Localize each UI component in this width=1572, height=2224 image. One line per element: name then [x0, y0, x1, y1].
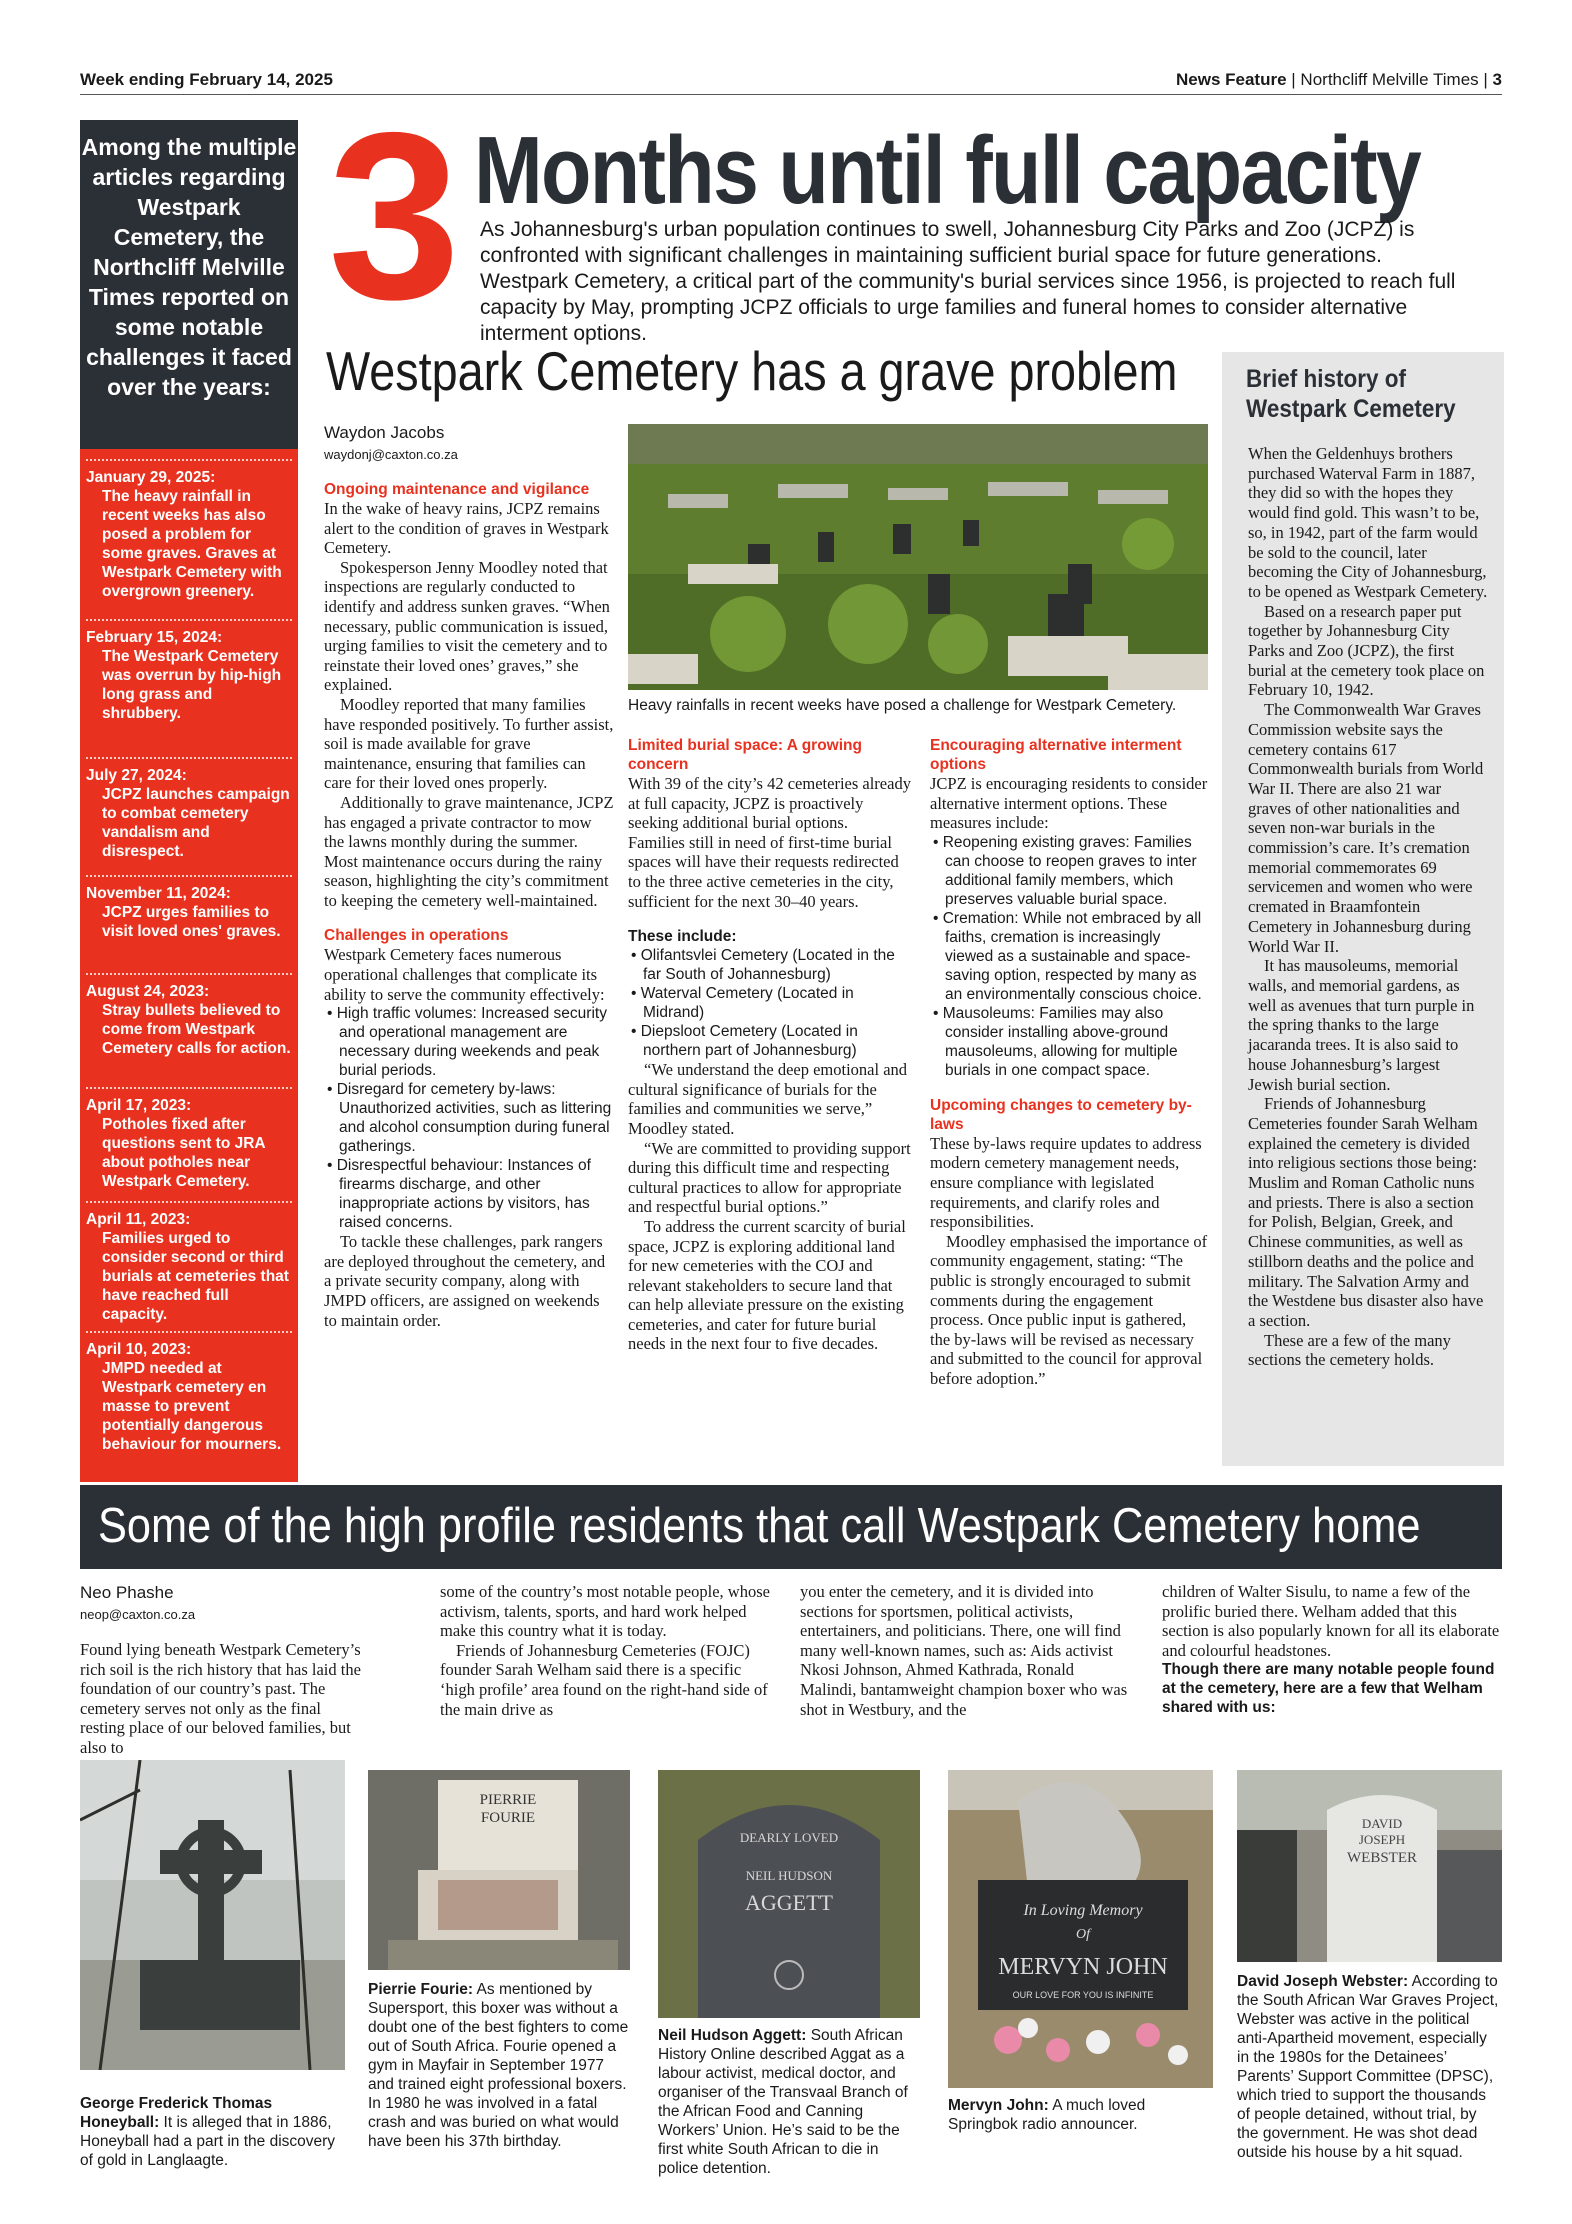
timeline-date: January 29, 2025:: [86, 469, 216, 486]
person-text: As mentioned by Supersport, this boxer was without a doubt one of the best fighters to come out of South Africa. Fourie opened a gym in Mayfair in September 1977 and trained eight professional boxers. In 1980 he was involved in a fatal crash and was buried on what would have been his 37th birthday.: [368, 1981, 629, 2150]
subheading: Upcoming changes to cemetery by-laws: [930, 1096, 1192, 1133]
intro-paragraph: As Johannesburg's urban population continues to swell, Johannesburg City Parks and Zoo (JCPZ) is confronted with significant challenges in maintaining sufficient burial space for future generations.: [480, 218, 1415, 267]
paragraph: Additionally to grave maintenance, JCPZ has engaged a private contractor to mow the lawns monthly during the summer. Most maintenance occurs during the rainy season, highlighting the city’s commitment to keeping the cemetery well-maintained.: [324, 792, 614, 910]
timeline-item: [86, 1331, 292, 1454]
paragraph: Moodley emphasised the importance of community engagement, stating: “The public is strongly encouraged to submit comments during the engagement process. Once public input is gathered, the by-laws will be revised as necessary and submitted to the council for approval before adoption.”: [930, 1231, 1208, 1388]
paragraph: These are a few of the many sections the cemetery holds.: [1248, 1330, 1451, 1370]
feature-byline: [80, 1582, 380, 1626]
stone-text: PIERRIE: [479, 1792, 537, 1808]
timeline-text: JMPD needed at Westpark cemetery en masse to prevent potentially dangerous behaviour for mourners.: [102, 1360, 282, 1453]
overgrown-graves-image: [628, 424, 1208, 690]
article-title: Westpark Cemetery has a grave problem: [326, 340, 1178, 402]
timeline-text: The heavy rainfall in recent weeks has also posed a problem for some graves. Graves at Westpark Cemetery with overgrown greenery.: [102, 488, 282, 600]
timeline-item: [86, 757, 292, 861]
bullet: • Waterval Cemetery (Located in Midrand): [631, 985, 854, 1022]
timeline-text: Families urged to consider second or third burials at cemeteries that have reached full capacity.: [102, 1230, 289, 1323]
issue-date: Week ending February 14, 2025: [80, 70, 333, 89]
subheading: Challenges in operations: [324, 927, 509, 945]
author-email: neop@caxton.co.za: [80, 1607, 196, 1622]
paragraph: Westpark Cemetery faces numerous operational challenges that complicate its ability to serve the community effectively:: [324, 945, 605, 1004]
subheading: Encouraging alternative interment options: [930, 737, 1182, 773]
section-label: News Feature | Northcliff Melville Times | 3: [1176, 70, 1502, 89]
paper-name: Northcliff Melville Times: [1300, 70, 1479, 89]
author-name: Neo Phashe: [80, 1583, 174, 1602]
feature-column-4: [1162, 1582, 1502, 1717]
timeline-item: [86, 973, 292, 1058]
timeline-date: November 11, 2024:: [86, 885, 231, 902]
lead-intro: [480, 217, 1500, 347]
timeline-text: JCPZ launches campaign to combat cemetery vandalism and disrespect.: [102, 786, 290, 860]
stone-text: Of: [1076, 1927, 1090, 1942]
stone-text: JOSEPH: [1358, 1832, 1406, 1847]
fourie-grave-photo: [368, 1770, 630, 1970]
timeline-date: April 17, 2023:: [86, 1097, 192, 1114]
paragraph: In the wake of heavy rains, JCPZ remains alert to the condition of graves in Westpark Cemetery.: [324, 499, 609, 558]
fourie-caption: [368, 1980, 630, 2151]
sidebar-heading: Among the multiple articles regarding Westpark Cemetery, the Northcliff Melville Times reported on some notable challenges it faced over the years:: [80, 120, 298, 449]
person-text: It is alleged that in 1886, Honeyball had a part in the discovery of gold in Langlaagte.: [80, 2114, 336, 2169]
timeline-item: [86, 1087, 292, 1191]
bullet: • Olifantsvlei Cemetery (Located in the far South of Johannesburg): [631, 947, 895, 984]
person-name: Pierrie Fourie:: [368, 1981, 474, 1998]
person-name: Mervyn John:: [948, 2097, 1049, 2114]
subheading: Ongoing maintenance and vigilance: [324, 481, 590, 498]
mervyn-john-grave-photo: [948, 1770, 1213, 2088]
paragraph: Based on a research paper put together by Johannesburg City Parks and Zoo (JCPZ), the first burial at the cemetery took place on February 10, 1942.: [1248, 601, 1485, 700]
timeline-item: [86, 875, 292, 941]
celtic-cross-image: [80, 1760, 345, 2070]
webster-caption: [1237, 1972, 1502, 2162]
bullet: • Mausoleums: Families may also consider installing above-ground mausoleums, allowing for multiple burials in one compact space.: [933, 1004, 1178, 1079]
person-name: Neil Hudson Aggett:: [658, 2027, 807, 2044]
stone-text: In Loving Memory: [1023, 1902, 1143, 1919]
paragraph: The Commonwealth War Graves Commission website says the cemetery contains 617 Commonwealth burials from World War II. There are also 21 war graves of other nationalities and seven non-war burials in the commission’s care. It’s cremation memorial commemorates 69 servicemen and women who were cremated in Braamfontein Cemetery in Johannesburg during World War II.: [1248, 700, 1484, 956]
stone-text: MERVYN JOHN: [998, 1954, 1168, 1980]
timeline-text: The Westpark Cemetery was overrun by hip-high long grass and shrubbery.: [102, 648, 282, 722]
bullet: • Cremation: While not embraced by all faiths, cremation is increasingly viewed as a sustainable and space-saving option, respected by many as an environmentally conscious choice.: [933, 909, 1202, 1003]
timeline-date: April 10, 2023:: [86, 1341, 192, 1358]
paragraph: “We understand the deep emotional and cultural significance of burials for the families and communities we serve,” Moodley stated.: [628, 1060, 908, 1138]
paragraph: some of the country’s most notable people, whose activism, talents, sports, and hard work helped make this country what it is today.: [440, 1582, 770, 1641]
bullet: • Diepsloot Cemetery (Located in northern part of Johannesburg): [631, 1023, 858, 1060]
article-column-3: [930, 736, 1210, 1389]
paragraph: With 39 of the city’s 42 cemeteries already at full capacity, JCPZ is proactively seeking additional burial options.: [628, 774, 911, 833]
sidebar-timeline: [80, 449, 298, 1482]
timeline-date: August 24, 2023:: [86, 983, 210, 1000]
paragraph: Families still in need of first-time burial spaces will have their requests redirected to the three active cemeteries in the city, sufficient for the next 30–40 years.: [628, 832, 899, 911]
author-name: Waydon Jacobs: [324, 423, 445, 442]
timeline-text: JCPZ urges families to visit loved ones' graves.: [102, 904, 281, 940]
paragraph: Spokesperson Jenny Moodley noted that inspections are regularly conducted to identify and address sunken graves. “When necessary, public communication is issued, urging families to visit the cemetery and to reinstate their loved ones’ graves,” she explained.: [324, 557, 610, 695]
stone-text: NEIL HUDSON: [745, 1868, 833, 1883]
person-name: George Frederick Thomas Honeyball:: [80, 2095, 273, 2131]
stone-text: WEBSTER: [1347, 1850, 1417, 1866]
honeyball-grave-photo: [80, 1760, 345, 2070]
feature-column-2: [440, 1582, 770, 1719]
timeline-text: Potholes fixed after questions sent to JRA about potholes near Westpark Cemetery.: [102, 1116, 266, 1190]
history-title: Brief history of Westpark Cemetery: [1246, 365, 1456, 423]
page-number: 3: [1492, 70, 1502, 89]
person-text: South African History Online described Aggat as a labour activist, medical doctor, and organiser of the Transvaal Branch of the African Food and Canning Workers’ Union. He’s said to be the first white South African to die in police detention.: [658, 2027, 908, 2177]
stone-text: DAVID: [1361, 1816, 1403, 1831]
stone-text: OUR LOVE FOR YOU IS INFINITE: [1012, 1990, 1154, 2000]
feature-column-3: [800, 1582, 1130, 1719]
paragraph: To tackle these challenges, park rangers are deployed throughout the cemetery, and a private security company, along with JMPD officers, are assigned on weekends to maintain order.: [324, 1232, 606, 1330]
paragraph: Friends of Johannesburg Cemeteries founder Sarah Welham explained the cemetery is divided into religious sections those being: Muslim and Roman Catholic nuns and priests. There is also a section for Polish, Belgian, Greek, and Chinese communities, as well as stillborn deaths and the police and military. The Salvation Army and the Westdene bus disaster also have a section.: [1248, 1094, 1484, 1330]
intro-paragraph: Westpark Cemetery, a critical part of the community's burial services since 1956, is projected to reach full capacity by May, prompting JCPZ officials to urge families and funeral homes to consider alternative interment options.: [480, 270, 1456, 345]
mervyn-headstone-image: [948, 1770, 1213, 2088]
timeline-item: [86, 1201, 292, 1324]
mervyn-john-caption: [948, 2096, 1213, 2134]
aggett-grave-photo: [658, 1770, 920, 2018]
person-name: David Joseph Webster:: [1237, 1973, 1409, 1990]
paragraph: When the Geldenhuys brothers purchased Waterval Farm in 1887, they did so with the hopes they would find gold. This wasn’t to be, so, in 1942, part of the farm would be sold to the council, later becoming the City of Johannesburg, to be opened as Westpark Cemetery.: [1248, 444, 1488, 601]
paragraph: Friends of Johannesburg Cemeteries (FOJC) founder Sarah Welham said there is a specific ‘high profile’ area found on the right-hand side of the main drive as: [440, 1640, 768, 1719]
timeline-date: July 27, 2024:: [86, 767, 187, 784]
stone-text: FOURIE: [480, 1810, 536, 1826]
timeline-text: Stray bullets believed to come from Westpark Cemetery calls for action.: [102, 1002, 291, 1057]
page-header: [80, 66, 1502, 95]
paragraph: children of Walter Sisulu, to name a few of the prolific buried there. Welham added that this section is also popularly known for all its elaborate and colourful headstones.: [1162, 1582, 1500, 1660]
bullet: • Reopening existing graves: Families can choose to reopen graves to inter additional family members, which preserves valuable burial space.: [933, 833, 1197, 908]
subheading: These include:: [628, 928, 737, 946]
timeline-date: April 11, 2023:: [86, 1211, 191, 1228]
feature-banner-title: Some of the high profile residents that call Westpark Cemetery home: [98, 1499, 1421, 1553]
paragraph: “We are committed to providing support during this difficult time and respecting cultural practices to allow for appropriate and respectful burial options.”: [628, 1138, 911, 1217]
article-column-2: [628, 736, 913, 1354]
main-headline: Months until full capacity: [474, 117, 1421, 224]
photo-caption: Heavy rainfalls in recent weeks have posed a challenge for Westpark Cemetery.: [628, 697, 1177, 714]
article-byline: [324, 422, 614, 466]
aggett-caption: [658, 2026, 920, 2178]
article-column-1: [324, 480, 614, 1330]
big-number: 3: [328, 84, 457, 349]
paragraph: Found lying beneath Westpark Cemetery’s rich soil is the rich history that has laid the foundation of our country’s past. The cemetery serves not only as the final resting place of our beloved families, but also to: [80, 1640, 361, 1757]
section-name: News Feature: [1176, 70, 1287, 89]
bullet: • High traffic volumes: Increased security and operational management are necessary during weekends and peak burial periods.: [327, 1005, 607, 1080]
fourie-headstone-image: [368, 1770, 630, 1970]
cemetery-photo: [628, 424, 1208, 690]
paragraph: To address the current scarcity of burial space, JCPZ is exploring additional land for new cemeteries with the COJ and relevant stakeholders to secure land that can help alleviate pressure on the existing cemeteries, and cater for future burial needs in the next four to five decades.: [628, 1216, 906, 1354]
bullet: • Disregard for cemetery by-laws: Unauthorized activities, such as littering and alcohol consumption during funeral gatherings.: [327, 1081, 612, 1156]
person-text: A much loved Springbok radio announcer.: [948, 2097, 1146, 2133]
paragraph: Moodley reported that many families have responded positively. To further assist, soil is made available for grave maintenance, ensuring that families can care for their loved ones properly.: [324, 694, 614, 793]
feature-column-1: [80, 1640, 370, 1758]
honeyball-caption: [80, 2094, 345, 2170]
author-email: waydonj@caxton.co.za: [324, 447, 458, 462]
webster-headstone-image: [1237, 1770, 1502, 1962]
stone-text: DEARLY LOVED: [739, 1830, 839, 1845]
bullet: • Disrespectful behaviour: Instances of firearms discharge, and other inappropriate actions by visitors, has raised concerns.: [327, 1157, 591, 1232]
aggett-headstone-image: [658, 1770, 920, 2018]
stone-text: AGGETT: [745, 1890, 833, 1915]
timeline-item: [86, 459, 292, 601]
person-text: According to the South African War Graves Project, Webster was active in the political anti-Apartheid movement, especially in the 1980s for the Detainees’ Parents’ Support Committee (DPSC), which tried to support the thousands of people detained, without trial, by the government. He was shot dead outside his house by a hit squad.: [1237, 1973, 1499, 2161]
timeline-date: February 15, 2024:: [86, 629, 223, 646]
timeline-item: [86, 619, 292, 723]
paragraph: These by-laws require updates to address modern cemetery management needs, ensure compliance with legislated requirements, and clarify roles and responsibilities.: [930, 1133, 1202, 1232]
paragraph: you enter the cemetery, and it is divided into sections for sportsmen, political activists, entertainers, and politicians. There, one will find many well-known names, such as: Aids activist Nkosi Johnson, Ahmed Kathrada, Ronald Malindi, bantamweight champion boxer who was shot in Westbury, and the: [800, 1582, 1128, 1719]
history-body: [1248, 444, 1488, 1370]
subheading: Limited burial space: A growing concern: [628, 737, 862, 773]
webster-grave-photo: [1237, 1770, 1502, 1962]
paragraph: It has mausoleums, memorial walls, and memorial gardens, as well as avenues that turn purple in the spring thanks to the large jacaranda trees. It is also said to house Johannesburg’s largest Jewish burial section.: [1248, 956, 1475, 1094]
paragraph: JCPZ is encouraging residents to consider alternative interment options. These measures include:: [930, 774, 1208, 833]
paragraph-bold: Though there are many notable people found at the cemetery, here are a few that Welham shared with us:: [1162, 1661, 1495, 1717]
